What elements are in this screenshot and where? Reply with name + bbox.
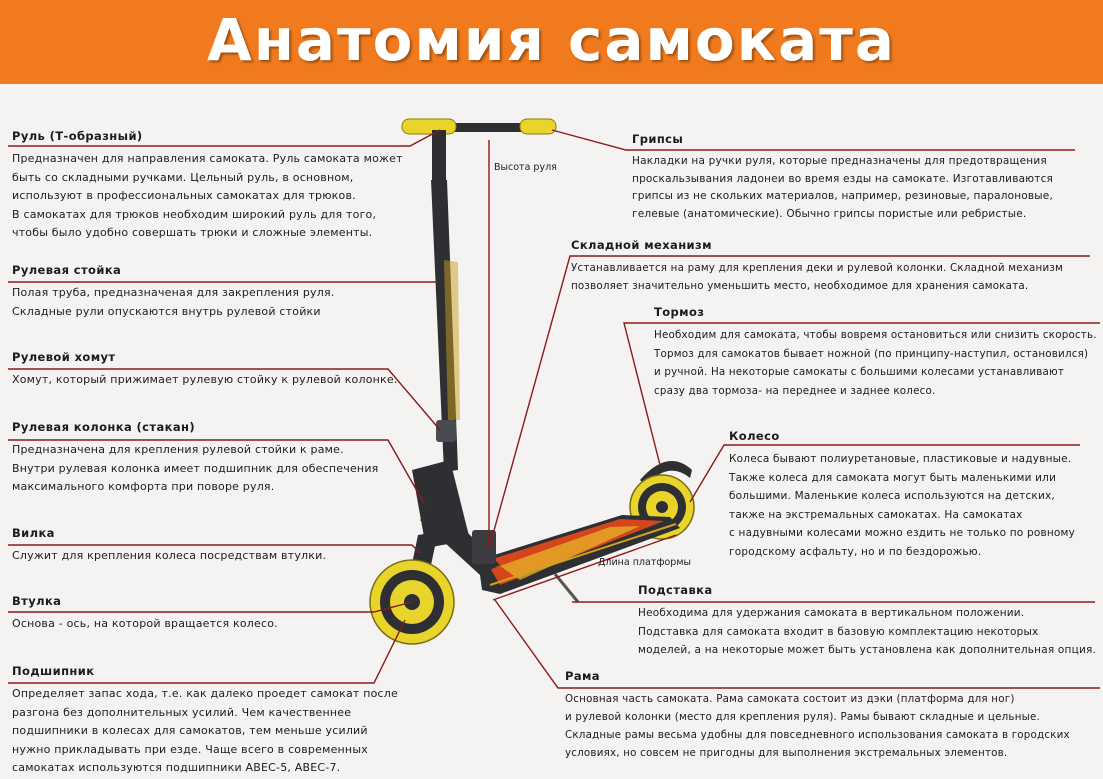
text-line: Служит для крепления колеса посредствам втулки. [12, 549, 327, 562]
platform-length-label: Длина платформы [598, 557, 691, 568]
text-line: максимального комфорта при поворе руля. [12, 480, 275, 493]
section-text [654, 326, 1100, 400]
section-text [12, 547, 412, 566]
text-line: Необходима для удержания самоката в вертикальном положении. [638, 607, 1025, 619]
text-line: Тормоз для самокатов бывает ножной (по принципу-наступил, остановился) [654, 347, 1089, 360]
text-line: подшипники в колесах для самокатов, тем меньше усилий [12, 724, 368, 737]
section-text [729, 450, 1099, 561]
section-title: Рулевой хомут [12, 350, 116, 364]
section-text [632, 153, 1097, 223]
section-bearing [12, 663, 412, 778]
text-line: Определяет запас хода, т.е. как далеко проедет самокат после [12, 687, 398, 700]
text-line: большими. Маленькие колеса используются на детских, [729, 490, 1055, 502]
section-title: Рама [565, 669, 600, 683]
section-column [12, 419, 412, 497]
text-line: также на экстремальных самокатах. На самокатах [729, 508, 1023, 521]
section-text [12, 441, 412, 497]
text-line: Предназначена для крепления рулевой стойки к раме. [12, 443, 344, 456]
text-line: сразу два тормоза- на переднее и заднее колесо. [654, 384, 936, 397]
section-folding [571, 237, 1099, 295]
page-title: Анатомия самоката [206, 6, 897, 74]
section-text [12, 150, 412, 243]
section-title: Тормоз [654, 305, 705, 319]
section-clamp [12, 349, 412, 390]
text-line: Колеса бывают полиуретановые, пластиковые и надувные. [729, 453, 1072, 465]
text-line: проскальзывания ладонеи во время езды на самокате. Изготавливаются [632, 172, 1054, 185]
section-text [12, 685, 412, 778]
text-line: Складные рамы весьма удобны для повседневного использования самоката в городских [565, 729, 1070, 741]
text-line: и ручной. На некоторые самокаты с большими колесами устанавливают [654, 366, 1065, 378]
section-text [12, 284, 412, 321]
section-title: Складной механизм [571, 238, 712, 252]
text-line: городскому асфальту, но и по бездорожью. [729, 545, 982, 558]
steering-clamp [436, 420, 456, 442]
section-stem [12, 262, 412, 321]
section-title: Втулка [12, 594, 62, 608]
text-line: гелевые (анатомические). Обычно грипсы пористые или ребристые. [632, 207, 1027, 220]
text-line: нужно прикладывать при езде. Чаще всего в современных [12, 742, 368, 756]
handlebar-post [432, 130, 446, 185]
section-grips [632, 131, 1097, 223]
section-title: Рулевая стойка [12, 263, 122, 277]
section-title: Вилка [12, 526, 55, 540]
text-line: самокатах используются подшипники ABEC-5, ABEC-7. [12, 761, 341, 774]
section-fork [12, 525, 412, 566]
text-line: Устанавливается на раму для крепления деки и рулевой колонки. Складной механизм [571, 262, 1064, 274]
right-grip [520, 119, 556, 134]
text-line: Подставка для самоката входит в базовую комплектацию некоторых [638, 625, 1039, 638]
text-line: Основа - ось, на которой вращается колесо. [12, 617, 278, 630]
section-frame [565, 668, 1100, 762]
text-line: Накладки на ручки руля, которые предназначены для предотвращения [632, 155, 1047, 167]
text-line: В самокатах для трюков необходим широкий руль для того, [12, 207, 377, 221]
text-line: Хомут, который прижимает рулевую стойку к рулевой колонке. [12, 373, 398, 386]
text-line: моделей, а на некоторые может быть установлена как дополнительная опция. [638, 644, 1097, 656]
section-text [12, 371, 412, 390]
text-line: условиях, но совсем не пригодны для выполнения экстремальных элементов. [565, 747, 1008, 759]
section-title: Подшипник [12, 664, 95, 678]
text-line: чтобы было удобно совершать трюки и сложные элементы. [12, 226, 373, 239]
section-text [12, 615, 412, 634]
text-line: Полая труба, предназначеная для закрепления руля. [12, 286, 335, 299]
section-hub [12, 593, 412, 634]
text-line: Предназначен для направления самоката. Руль самоката может [12, 152, 403, 165]
text-line: и рулевой колонки (место для крепления руля). Рамы бывают складные и цельные. [565, 711, 1040, 723]
section-title: Колесо [729, 429, 780, 443]
text-line: Складные рули опускаются внутрь рулевой стойки [12, 304, 321, 318]
section-title: Подставка [638, 583, 713, 597]
kickstand [555, 574, 578, 602]
section-kickstand [638, 582, 1100, 660]
text-line: Внутри рулевая колонка имеет подшипник для обеспечения [12, 461, 379, 475]
text-line: используют в профессиональных самокатах для трюков. [12, 189, 356, 202]
section-handlebar [12, 128, 412, 243]
section-text [565, 690, 1100, 762]
section-title: Рулевая колонка (стакан) [12, 420, 195, 434]
text-line: разгона без дополнительных усилий. Чем качественнее [12, 705, 352, 719]
section-wheel [729, 428, 1099, 561]
text-line: позволяет значительно уменьшить место, необходимое для хранения самоката. [571, 280, 1029, 292]
section-title: Руль (Т-образный) [12, 129, 143, 143]
section-brake [654, 304, 1100, 400]
text-line: Также колеса для самоката могут быть маленькими или [729, 471, 1057, 484]
text-line: грипсы из не скольких материалов, например, резиновые, паралоновые, [632, 190, 1053, 202]
handlebar-height-label: Высота руля [494, 162, 557, 173]
text-line: Необходим для самоката, чтобы вовремя остановиться или снизить скорость. [654, 329, 1097, 341]
text-line: Основная часть самоката. Рама самоката состоит из дэки (платформа для ног) [565, 693, 1015, 705]
text-line: быть со складными ручками. Цельный руль, в основном, [12, 170, 354, 184]
section-text [571, 259, 1099, 295]
handlebar [455, 123, 523, 132]
section-title: Грипсы [632, 132, 684, 146]
section-text [638, 604, 1100, 660]
text-line: с надувными колесами можно ездить не только по ровному [729, 527, 1076, 539]
